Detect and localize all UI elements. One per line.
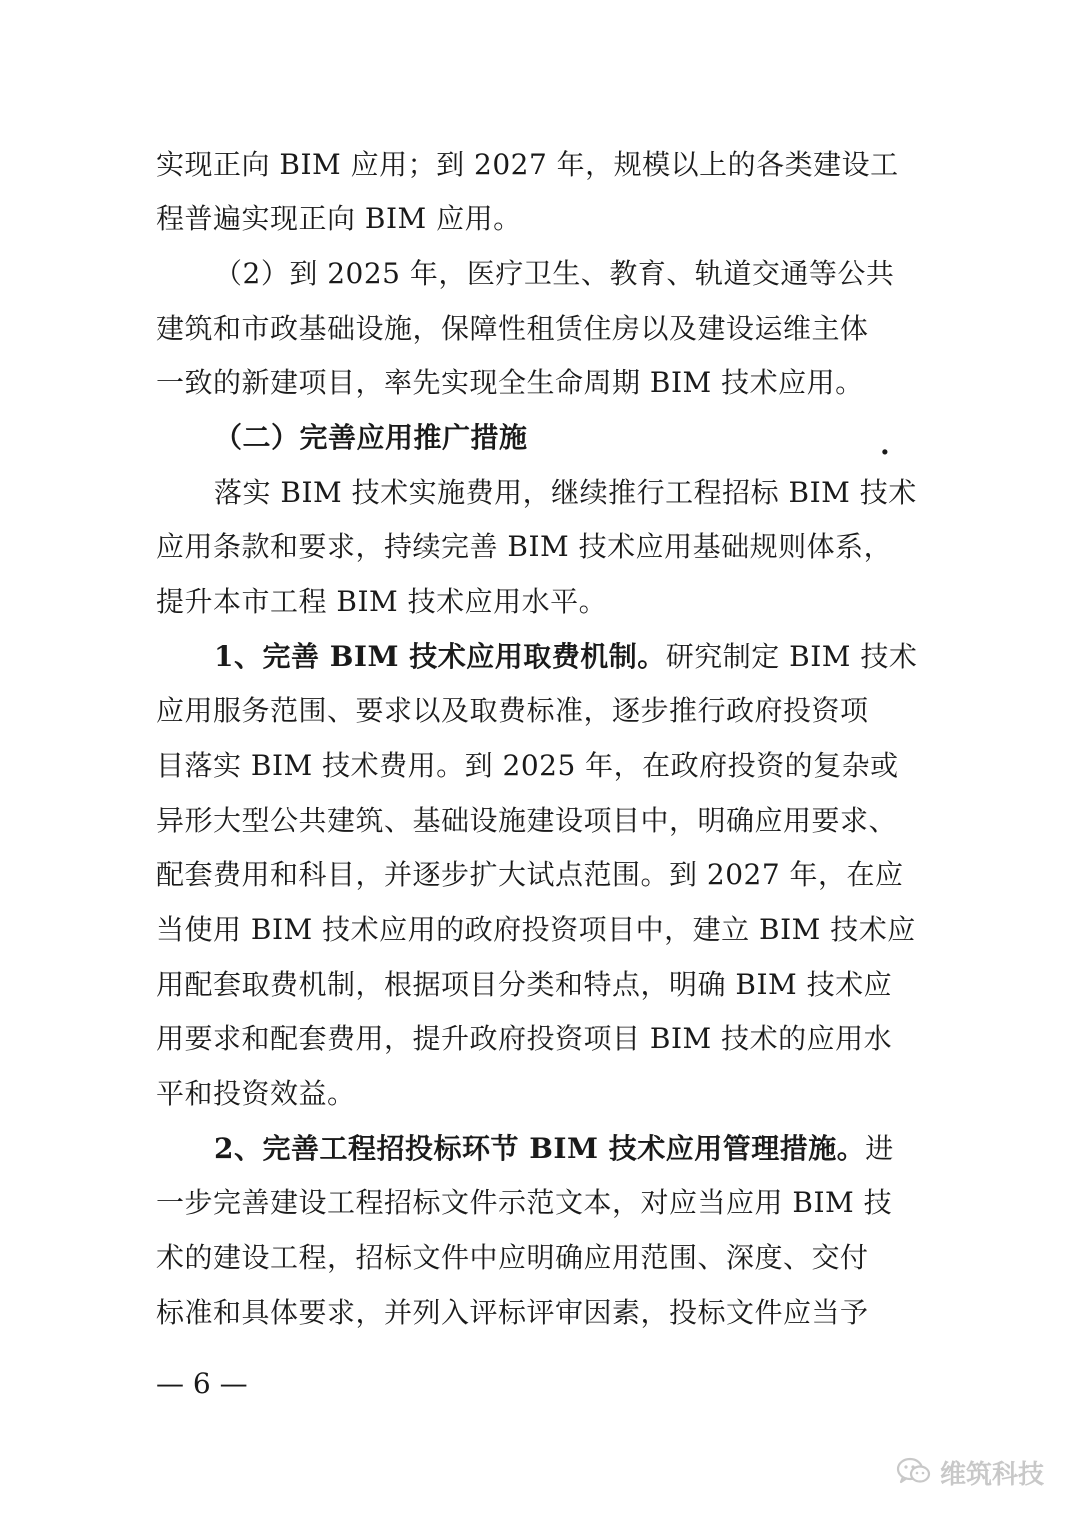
section-heading: （二）完善应用推广措施 xyxy=(214,421,528,454)
text-line: 配套费用和科目，并逐步扩大试点范围。到 2027 年，在应 xyxy=(156,858,904,891)
text-line: 用配套取费机制，根据项目分类和特点，明确 BIM 技术应 xyxy=(156,968,893,1001)
text-line: （2）到 2025 年，医疗卫生、教育、轨道交通等公共 xyxy=(214,257,895,290)
item-heading: 2、完善工程招投标环节 BIM 技术应用管理措施。 xyxy=(214,1132,866,1165)
text-line: 当使用 BIM 技术应用的政府投资项目中，建立 BIM 技术应 xyxy=(156,913,916,946)
text-line: 程普遍实现正向 BIM 应用。 xyxy=(156,202,522,235)
text-run: 进 xyxy=(865,1132,894,1165)
text-line: 提升本市工程 BIM 技术应用水平。 xyxy=(156,585,608,618)
text-line: 平和投资效益。 xyxy=(156,1077,356,1110)
text-line xyxy=(214,637,917,677)
text-line: 一致的新建项目，率先实现全生命周期 BIM 技术应用。 xyxy=(156,366,864,399)
page-number: — 6 — xyxy=(156,1367,248,1400)
text-line: 异形大型公共建筑、基础设施建设项目中，明确应用要求、 xyxy=(156,804,898,837)
wechat-icon xyxy=(896,1457,932,1487)
item-heading: 1、完善 BIM 技术应用取费机制。 xyxy=(214,640,666,673)
text-line: 标准和具体要求，并列入评标评审因素，投标文件应当予 xyxy=(156,1296,869,1329)
text-line: 一步完善建设工程招标文件示范文本，对应当应用 BIM 技 xyxy=(156,1186,893,1219)
text-line: 实现正向 BIM 应用；到 2027 年，规模以上的各类建设工 xyxy=(156,148,899,181)
text-line: 应用服务范围、要求以及取费标准，逐步推行政府投资项 xyxy=(156,694,869,727)
text-run: 研究制定 BIM 技术 xyxy=(665,640,918,673)
text-line: 目落实 BIM 技术费用。到 2025 年，在政府投资的复杂或 xyxy=(156,749,899,782)
text-line xyxy=(214,1129,894,1169)
stray-mark: . xyxy=(880,428,890,461)
text-line: 建筑和市政基础设施，保障性租赁住房以及建设运维主体 xyxy=(156,312,869,345)
watermark xyxy=(896,1452,1044,1492)
text-line: 应用条款和要求，持续完善 BIM 技术应用基础规则体系， xyxy=(156,530,893,563)
watermark-text: 维筑科技 xyxy=(940,1459,1045,1490)
text-line: 落实 BIM 技术实施费用，继续推行工程招标 BIM 技术 xyxy=(214,476,917,509)
text-line: 用要求和配套费用，提升政府投资项目 BIM 技术的应用水 xyxy=(156,1022,893,1055)
text-line: 术的建设工程，招标文件中应明确应用范围、深度、交付 xyxy=(156,1241,869,1274)
